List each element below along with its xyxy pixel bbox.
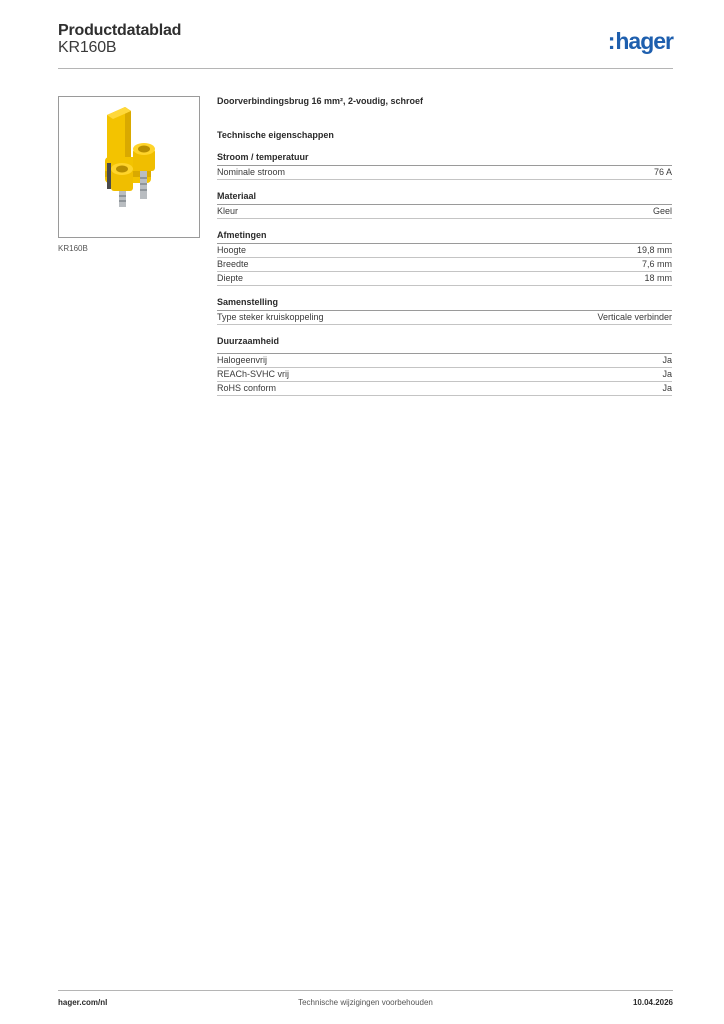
spec-label: REACh-SVHC vrij [217, 369, 290, 379]
spec-value: 7,6 mm [641, 259, 672, 269]
spec-row [217, 166, 672, 180]
spec-row [217, 368, 672, 382]
spec-label: Diepte [217, 273, 244, 283]
image-caption: KR160B [58, 244, 88, 253]
group-afmetingen [217, 230, 672, 286]
page-footer [58, 998, 673, 1012]
website-link[interactable]: hager.com/nl [58, 998, 108, 1007]
header-divider [58, 68, 673, 69]
spec-row [217, 382, 672, 396]
logo-prefix: : [607, 28, 615, 54]
spec-value: Verticale verbinder [597, 312, 672, 322]
spec-row [217, 244, 672, 258]
product-description: Doorverbindingsbrug 16 mm², 2-voudig, schroef [217, 96, 424, 106]
spec-value: Geel [652, 206, 672, 216]
spec-value: 76 A [653, 167, 672, 177]
footer-date: 10.04.2026 [632, 998, 673, 1007]
spec-label: RoHS conform [217, 383, 277, 393]
logo-text: hager [615, 28, 673, 54]
group-samenstelling [217, 297, 672, 325]
group-title: Afmetingen [217, 230, 672, 244]
spec-label: Kleur [217, 206, 239, 216]
document-title: Productdatablad [58, 22, 182, 39]
spec-value: 18 mm [644, 273, 672, 283]
spec-row [217, 354, 672, 368]
footer-divider [58, 990, 673, 991]
group-title: Materiaal [217, 191, 672, 205]
bridge-illustration [59, 97, 199, 237]
page-header [58, 20, 673, 70]
group-stroom [217, 152, 672, 180]
spec-label: Nominale stroom [217, 167, 286, 177]
product-image [58, 96, 200, 238]
spec-value: Ja [662, 383, 672, 393]
spec-row [217, 205, 672, 219]
section-title: Technische eigenschappen [217, 130, 334, 140]
group-materiaal [217, 191, 672, 219]
spec-row [217, 311, 672, 325]
footer-disclaimer: Technische wijzigingen voorbehouden [298, 998, 433, 1007]
spec-value: Ja [662, 355, 672, 365]
spec-label: Halogeenvrij [217, 355, 268, 365]
spec-row [217, 258, 672, 272]
group-title: Duurzaamheid [217, 336, 672, 354]
spec-content [217, 96, 672, 396]
group-title: Stroom / temperatuur [217, 152, 672, 166]
spec-label: Breedte [217, 259, 249, 269]
hager-logo [608, 28, 673, 55]
group-title: Samenstelling [217, 297, 672, 311]
group-duurzaamheid [217, 336, 672, 396]
spec-label: Hoogte [217, 245, 247, 255]
spec-row [217, 272, 672, 286]
product-code: KR160B [58, 39, 117, 56]
spec-value: 19,8 mm [636, 245, 672, 255]
spec-value: Ja [662, 369, 672, 379]
spec-label: Type steker kruiskoppeling [217, 312, 324, 322]
